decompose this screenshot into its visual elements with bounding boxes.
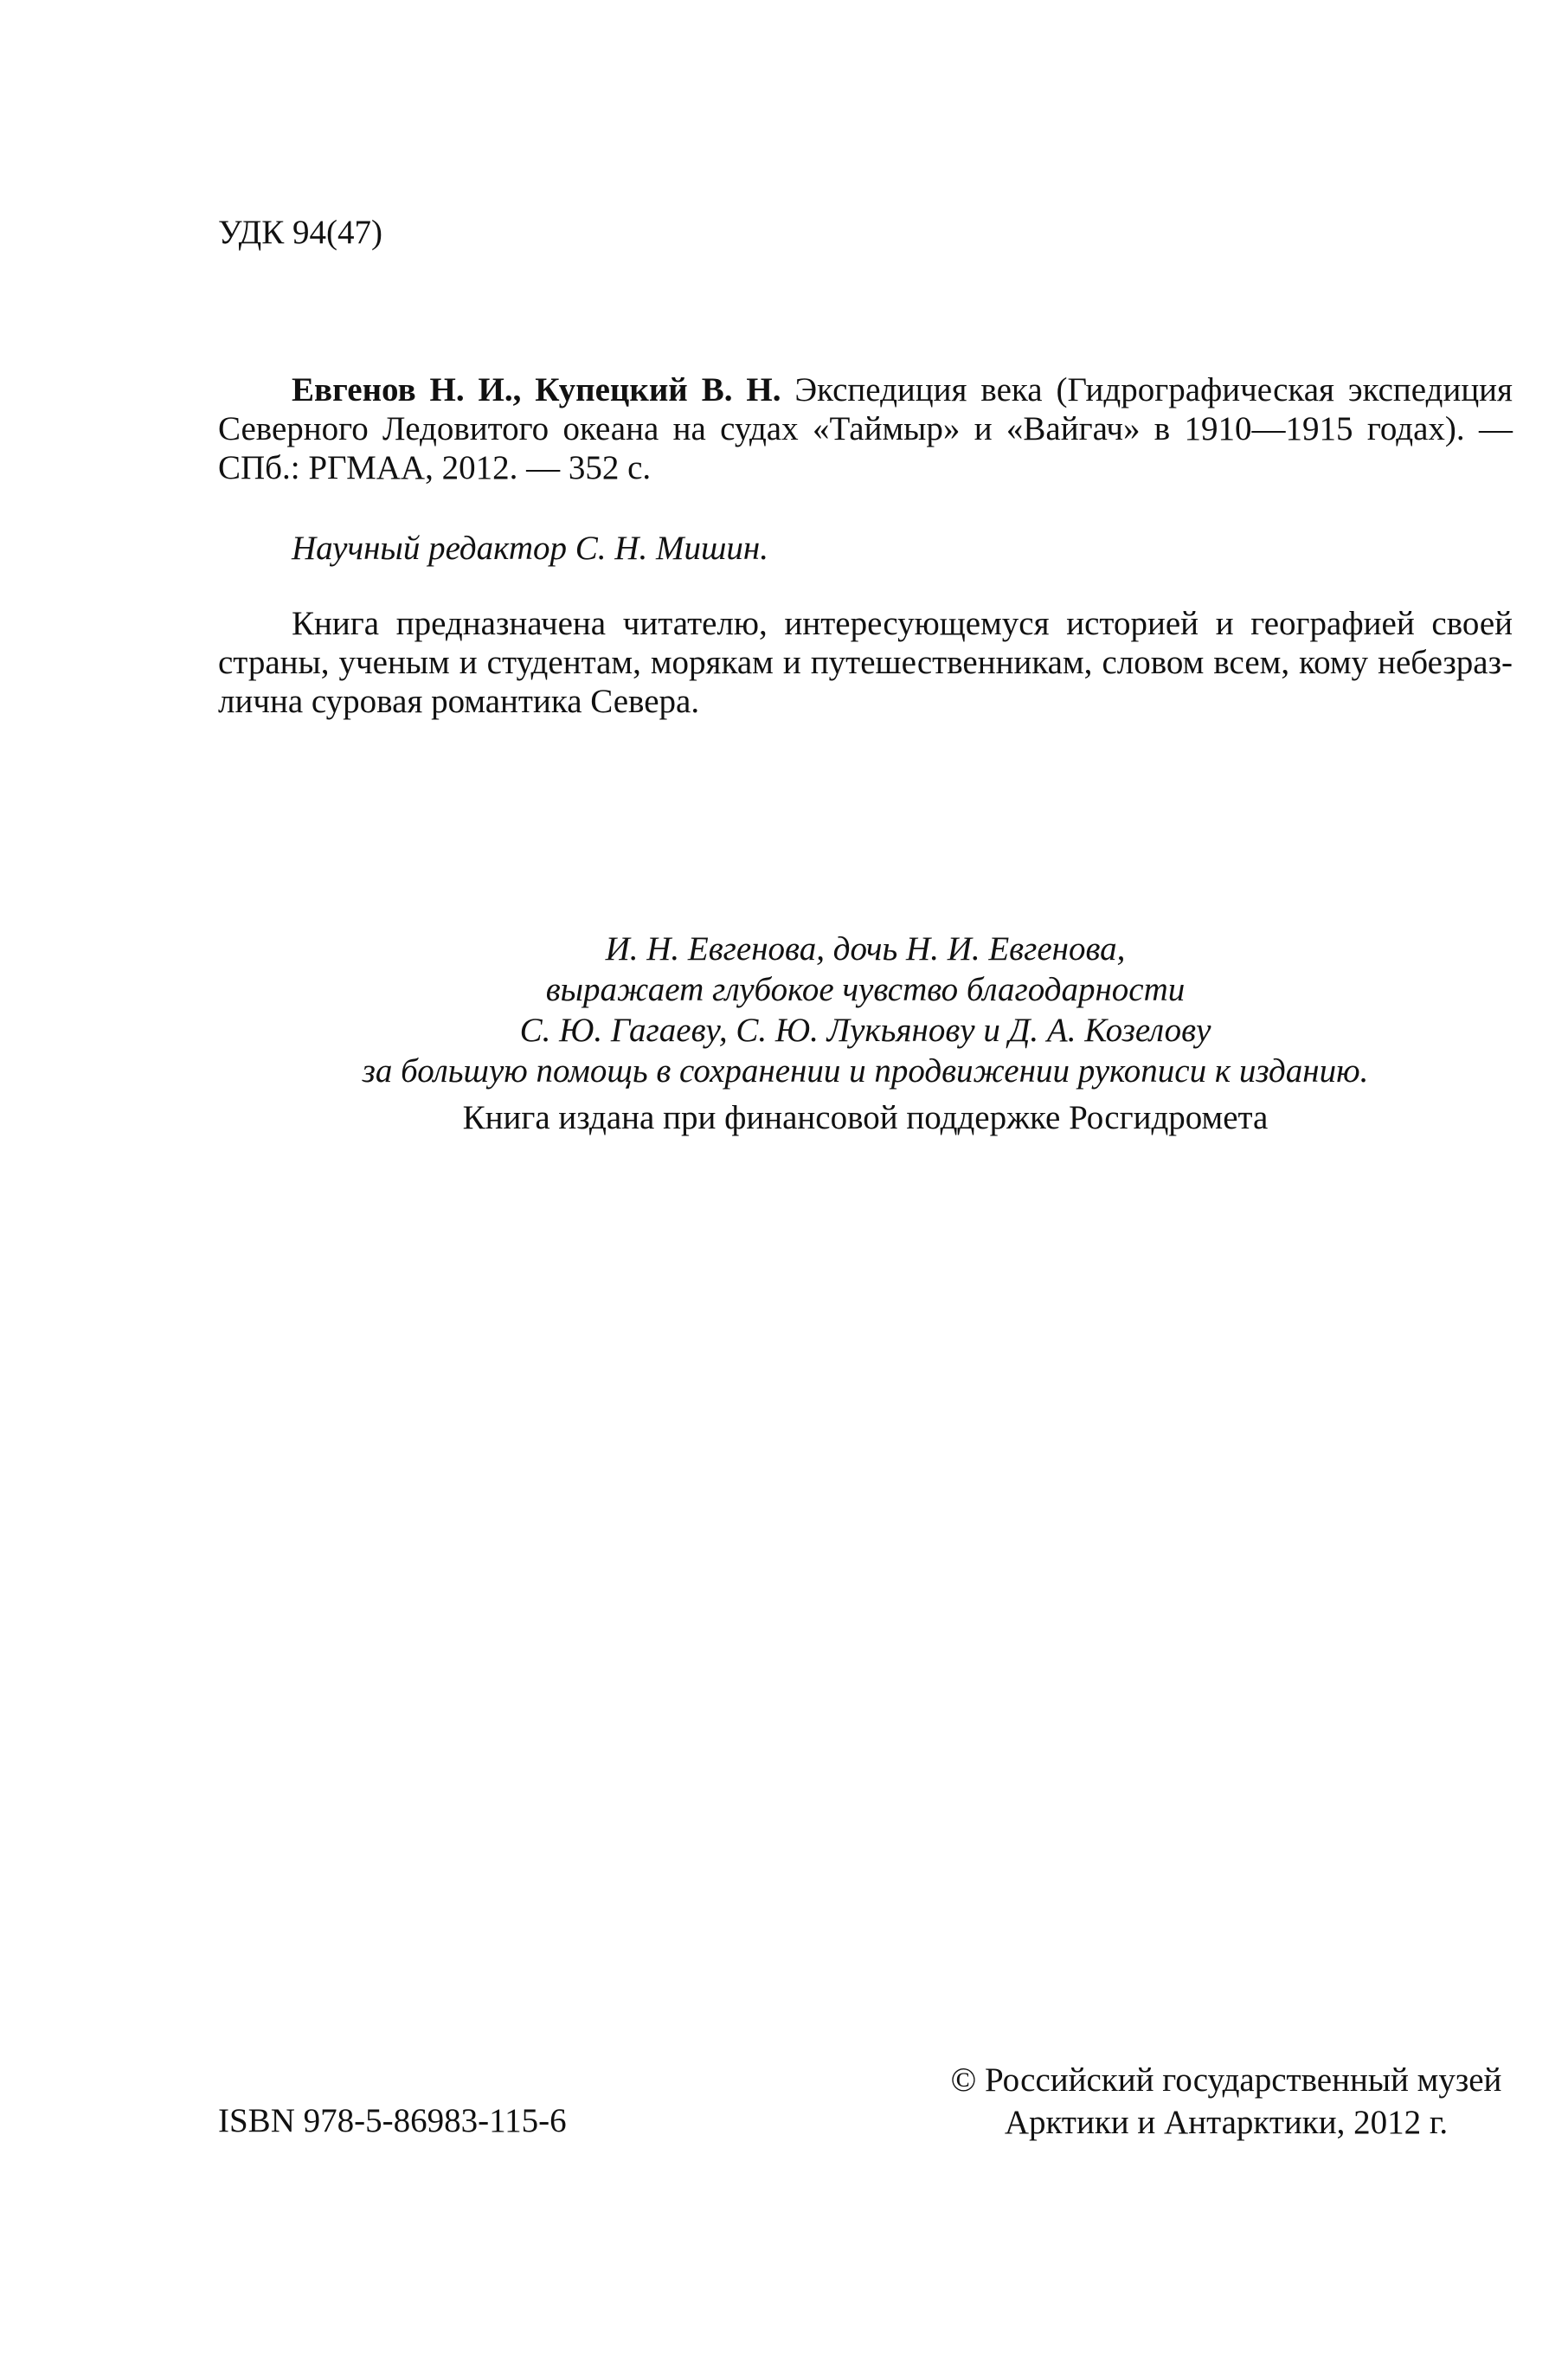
copyright-line: © Российский государственный музей (950, 2061, 1502, 2099)
citation-title: Экспедиция века (Гидрографическая экспедиция (781, 371, 1513, 408)
acknowledgement-line: за большую помощь в сохранении и продвижении рукописи к изданию. (362, 1052, 1369, 1090)
citation-authors: Евгенов Н. И., Купецкий В. Н. (292, 371, 781, 408)
citation-line (218, 370, 1513, 409)
isbn: ISBN 978-5-86983-115-6 (218, 2102, 567, 2139)
acknowledgement-line: С. Ю. Гагаеву, С. Ю. Лукьянову и Д. А. Козелову (519, 1012, 1211, 1049)
acknowledgement (218, 929, 1513, 1091)
acknowledgement-line: И. Н. Евгенова, дочь Н. И. Евгенова, (605, 930, 1126, 968)
annotation-line: лична суровая романтика Севера. (218, 683, 700, 720)
acknowledgement-line: выражает глубокое чувство благодарности (545, 971, 1186, 1008)
funding-note (218, 1097, 1513, 1138)
bibliographic-citation (218, 370, 1513, 487)
copyright (936, 2059, 1516, 2144)
copyright-line: Арктики и Антарктики, 2012 г. (1004, 2104, 1449, 2141)
citation-line: СПб.: РГМАА, 2012. — 352 с. (218, 449, 652, 486)
scientific-editor: Научный редактор С. Н. Мишин. (292, 530, 768, 567)
annotation (218, 604, 1513, 721)
funding-text: Книга издана при финансовой поддержке Росгидромета (462, 1099, 1269, 1136)
citation-line: Северного Ледовитого океана на судах «Таймыр» и «Вайгач» в 1910—1915 годах). — (218, 410, 1513, 447)
udk-code: УДК 94(47) (218, 214, 383, 251)
annotation-line: страны, ученым и студентам, морякам и путешественникам, словом всем, кому небезраз- (218, 644, 1513, 681)
annotation-line: Книга предназначена читателю, интересующемуся историей и географией своей (292, 605, 1513, 642)
